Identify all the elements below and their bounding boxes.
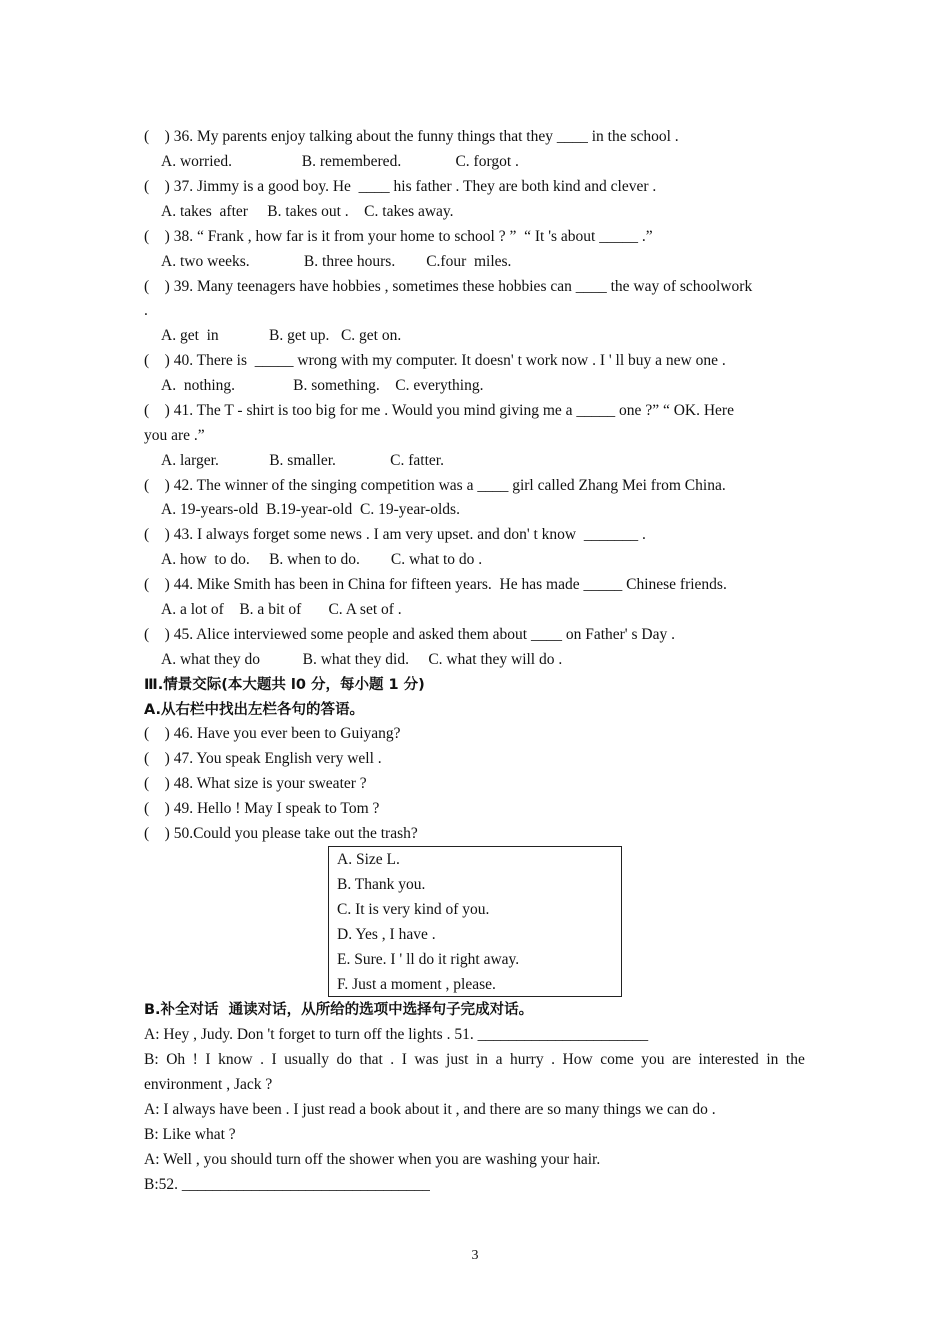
page-number: 3 — [471, 1248, 479, 1263]
options-45: A. what they do B. what they did. C. what they will do . — [161, 651, 563, 668]
question-41-continued: you are .” — [144, 427, 205, 444]
dialogue-word: a — [495, 1051, 503, 1068]
dialogue-word: know — [218, 1051, 253, 1068]
dialogue-word: in — [475, 1051, 489, 1068]
dialogue-word: that — [359, 1051, 383, 1068]
answer-option-d: D. Yes , I have . — [337, 926, 436, 943]
part-a-heading: A.从右栏中找出左栏各句的答语。 — [144, 702, 364, 718]
dialogue-line-4: B: Like what ? — [144, 1126, 236, 1143]
match-question-49: ( ) 49. Hello ! May I speak to Tom ? — [144, 800, 380, 817]
answer-option-f: F. Just a moment , please. — [337, 976, 496, 993]
dialogue-word: are — [672, 1051, 691, 1068]
options-43: A. how to do. B. when to do. C. what to do . — [161, 551, 483, 568]
dialogue-word: usually — [284, 1051, 329, 1068]
options-38: A. two weeks. B. three hours. C.four miles. — [161, 253, 512, 270]
dialogue-word: in — [766, 1051, 779, 1068]
question-39-continued: . — [144, 302, 148, 319]
options-39: A. get in B. get up. C. get on. — [161, 327, 402, 344]
answer-option-a: A. Size L. — [337, 851, 400, 868]
dialogue-word: I — [271, 1051, 277, 1068]
question-39: ( ) 39. Many teenagers have hobbies , sometimes these hobbies can ____ the way of schoolwork — [144, 278, 753, 295]
part-b-heading: B.补全对话 通读对话，从所给的选项中选择句子完成对话。 — [144, 1002, 534, 1018]
dialogue-line-3: A: I always have been . I just read a book about it , and there are so many things we can do . — [144, 1101, 716, 1118]
dialogue-line-2 — [144, 1050, 805, 1070]
answer-options-box — [328, 846, 622, 997]
dialogue-word: I — [401, 1051, 407, 1068]
section-3-heading: Ⅲ.情景交际(本大题共 l0 分，每小题 1 分) — [144, 677, 425, 693]
options-40: A. nothing. B. something. C. everything. — [161, 377, 484, 394]
question-38: ( ) 38. “ Frank , how far is it from your home to school ? ” “ It 's about _____ .” — [144, 228, 653, 245]
dialogue-word: . — [260, 1051, 264, 1068]
answer-option-e: E. Sure. I ' ll do it right away. — [337, 951, 520, 968]
dialogue-line-6: B:52. ________________________________ — [144, 1176, 430, 1193]
dialogue-word: you — [641, 1051, 665, 1068]
options-44: A. a lot of B. a bit of C. A set of . — [161, 601, 402, 618]
dialogue-word: How — [562, 1051, 593, 1068]
match-question-50: ( ) 50.Could you please take out the trash? — [144, 825, 418, 842]
dialogue-word: do — [336, 1051, 352, 1068]
question-44: ( ) 44. Mike Smith has been in China for fifteen years. He has made _____ Chinese friends. — [144, 576, 727, 593]
options-36: A. worried. B. remembered. C. forgot . — [161, 153, 519, 170]
answer-option-b: B. Thank you. — [337, 876, 426, 893]
dialogue-word: interested — [698, 1051, 759, 1068]
question-45: ( ) 45. Alice interviewed some people and asked them about ____ on Father' s Day . — [144, 626, 675, 643]
dialogue-word: was — [414, 1051, 439, 1068]
match-question-46: ( ) 46. Have you ever been to Guiyang? — [144, 725, 401, 742]
question-40: ( ) 40. There is _____ wrong with my computer. It doesn' t work now . I ' ll buy a new one . — [144, 352, 726, 369]
dialogue-word: ! — [192, 1051, 198, 1068]
dialogue-word: I — [205, 1051, 211, 1068]
dialogue-line-5: A: Well , you should turn off the shower when you are washing your hair. — [144, 1151, 601, 1168]
question-41: ( ) 41. The T - shirt is too big for me . Would you mind giving me a _____ one ?” “ OK. Here — [144, 402, 734, 419]
dialogue-line-2-continued: environment , Jack ? — [144, 1076, 273, 1093]
question-37: ( ) 37. Jimmy is a good boy. He ____ his father . They are both kind and clever . — [144, 178, 657, 195]
dialogue-line-1: A: Hey , Judy. Don 't forget to turn off the lights . 51. ______________________ — [144, 1026, 649, 1043]
dialogue-word: come — [600, 1051, 634, 1068]
dialogue-word: . — [551, 1051, 555, 1068]
dialogue-word: Oh — [166, 1051, 186, 1068]
options-41: A. larger. B. smaller. C. fatter. — [161, 452, 444, 469]
dialogue-word: . — [390, 1051, 395, 1068]
dialogue-word: B: — [144, 1051, 159, 1068]
question-43: ( ) 43. I always forget some news . I am very upset. and don' t know _______ . — [144, 526, 646, 543]
answer-option-c: C. It is very kind of you. — [337, 901, 490, 918]
options-37: A. takes after B. takes out . C. takes away. — [161, 203, 454, 220]
dialogue-word: the — [785, 1051, 805, 1068]
options-42: A. 19-years-old B.19-year-old C. 19-year-olds. — [161, 501, 460, 518]
question-42: ( ) 42. The winner of the singing competition was a ____ girl called Zhang Mei from China. — [144, 477, 726, 494]
question-36: ( ) 36. My parents enjoy talking about the funny things that they ____ in the school . — [144, 128, 679, 145]
match-question-47: ( ) 47. You speak English very well . — [144, 750, 382, 767]
dialogue-word: just — [446, 1051, 469, 1068]
dialogue-word: hurry — [510, 1051, 544, 1068]
match-question-48: ( ) 48. What size is your sweater ? — [144, 775, 367, 792]
